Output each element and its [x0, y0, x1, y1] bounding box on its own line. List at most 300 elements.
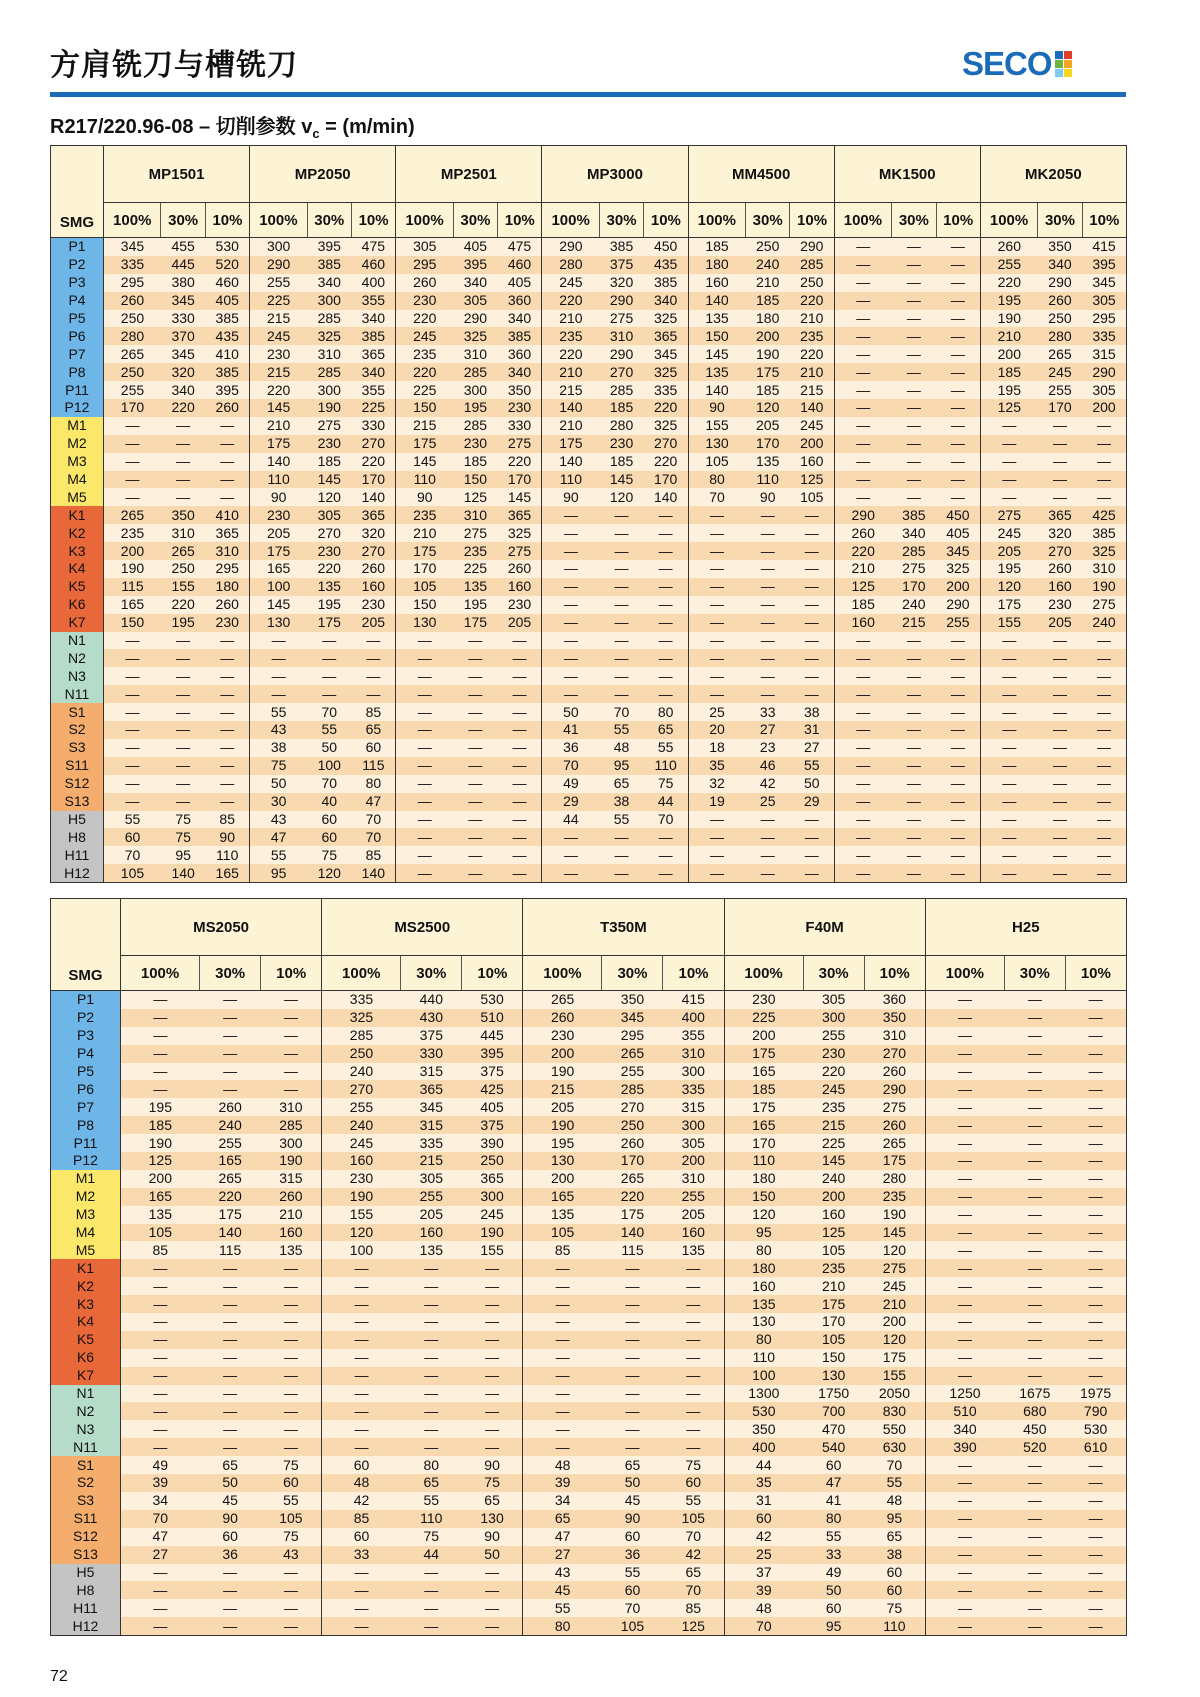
- value-cell: —: [555, 1420, 570, 1437]
- value-cell: —: [958, 1188, 972, 1205]
- smg-cell: M5: [51, 488, 104, 506]
- value-cell: —: [906, 649, 921, 666]
- value-cell: 450: [936, 506, 980, 524]
- seco-logo: [962, 45, 1072, 82]
- value-cell: 250: [790, 274, 834, 292]
- value-cell: 390: [953, 1438, 977, 1455]
- value-cell: 225: [821, 1134, 846, 1151]
- value-cell: —: [856, 810, 871, 827]
- value-cell: 350: [864, 1009, 925, 1027]
- value-cell: 385: [644, 274, 688, 292]
- value-cell: 475: [498, 238, 542, 256]
- smg-cell: K3: [51, 1295, 121, 1313]
- value-cell: —: [462, 1259, 523, 1277]
- table-row: [51, 399, 1127, 417]
- value-cell: —: [176, 703, 191, 720]
- value-cell: —: [468, 739, 483, 756]
- value-cell: 300: [266, 238, 291, 255]
- value-cell: 145: [266, 596, 291, 613]
- value-cell: —: [710, 560, 725, 577]
- value-cell: —: [663, 1438, 724, 1456]
- value-cell: 60: [756, 1510, 772, 1527]
- value-cell: —: [1027, 1224, 1042, 1241]
- value-cell: 325: [644, 363, 688, 381]
- value-cell: —: [322, 649, 337, 666]
- value-cell: 235: [413, 345, 437, 362]
- value-cell: 160: [821, 1206, 846, 1223]
- value-cell: —: [1065, 1152, 1126, 1170]
- grade-header: MM4500: [688, 146, 834, 203]
- value-cell: —: [396, 864, 453, 882]
- value-cell: 630: [864, 1438, 925, 1456]
- smg-cell: P2: [51, 256, 104, 274]
- value-cell: 18: [709, 739, 725, 756]
- value-cell: —: [1065, 1510, 1126, 1528]
- value-cell: —: [351, 649, 395, 667]
- value-cell: 270: [1048, 542, 1072, 559]
- value-cell: 325: [644, 310, 688, 328]
- value-cell: 50: [222, 1474, 238, 1491]
- value-cell: —: [760, 632, 775, 649]
- value-cell: —: [153, 1277, 168, 1294]
- value-cell: 260: [205, 399, 249, 417]
- table-row: [51, 363, 1127, 381]
- table-row: [51, 1438, 1127, 1456]
- value-cell: —: [790, 596, 834, 614]
- value-cell: 250: [171, 560, 195, 577]
- value-cell: —: [663, 1331, 724, 1349]
- value-cell: —: [468, 632, 483, 649]
- value-cell: —: [760, 596, 775, 613]
- percent-header: 100%: [688, 203, 745, 238]
- value-cell: 375: [419, 1027, 443, 1044]
- value-cell: —: [125, 685, 140, 702]
- value-cell: 200: [1082, 399, 1126, 417]
- value-cell: 340: [498, 363, 542, 381]
- value-cell: 520: [205, 256, 249, 274]
- value-cell: 55: [321, 721, 338, 738]
- value-cell: —: [936, 488, 980, 506]
- value-cell: 260: [218, 1098, 242, 1115]
- value-cell: 175: [413, 542, 437, 559]
- value-cell: 175: [864, 1152, 925, 1170]
- value-cell: 105: [821, 1241, 846, 1258]
- value-cell: 305: [317, 506, 341, 523]
- value-cell: —: [936, 828, 980, 846]
- value-cell: 325: [498, 524, 542, 542]
- value-cell: 25: [759, 793, 776, 810]
- value-cell: —: [856, 632, 871, 649]
- value-cell: 180: [752, 1259, 776, 1276]
- value-cell: 435: [205, 327, 249, 345]
- value-cell: 200: [550, 1170, 575, 1187]
- value-cell: 345: [171, 292, 195, 309]
- value-cell: 220: [317, 560, 341, 577]
- value-cell: —: [614, 524, 629, 541]
- value-cell: —: [644, 578, 688, 596]
- value-cell: 75: [175, 828, 191, 845]
- value-cell: 80: [709, 471, 725, 488]
- value-cell: —: [958, 1313, 972, 1330]
- value-cell: 65: [554, 1510, 571, 1527]
- value-cell: —: [205, 632, 249, 650]
- smg-cell: N11: [51, 685, 104, 703]
- value-cell: 205: [419, 1206, 443, 1223]
- smg-cell: K5: [51, 578, 104, 596]
- value-cell: 365: [498, 506, 542, 524]
- value-cell: 210: [261, 1206, 322, 1224]
- value-cell: 410: [205, 506, 249, 524]
- value-cell: 205: [663, 1206, 724, 1224]
- smg-cell: H5: [51, 1564, 121, 1582]
- value-cell: —: [1065, 991, 1126, 1009]
- value-cell: 295: [205, 560, 249, 578]
- value-cell: 210: [821, 1277, 846, 1294]
- value-cell: 285: [261, 1116, 322, 1134]
- value-cell: —: [1052, 453, 1067, 470]
- value-cell: 1675: [1019, 1385, 1051, 1402]
- value-cell: —: [936, 453, 980, 471]
- value-cell: —: [1027, 1277, 1042, 1294]
- smg-cell: N3: [51, 1420, 121, 1438]
- value-cell: —: [125, 488, 140, 505]
- value-cell: 60: [222, 1528, 238, 1545]
- value-cell: 1975: [1065, 1385, 1126, 1403]
- value-cell: —: [1027, 1331, 1042, 1348]
- table-row: [51, 560, 1127, 578]
- value-cell: —: [223, 991, 238, 1008]
- value-cell: —: [153, 1599, 168, 1616]
- value-cell: 260: [550, 1009, 575, 1026]
- value-cell: 55: [825, 1528, 842, 1545]
- value-cell: 160: [351, 578, 395, 596]
- value-cell: 240: [756, 256, 780, 273]
- value-cell: 190: [261, 1152, 322, 1170]
- smg-cell: P7: [51, 345, 104, 363]
- value-cell: 50: [321, 739, 338, 756]
- value-cell: —: [205, 721, 249, 739]
- value-cell: —: [498, 685, 542, 703]
- value-cell: 310: [205, 542, 249, 560]
- smg-cell: M2: [51, 1188, 121, 1206]
- value-cell: —: [1052, 739, 1067, 756]
- value-cell: 41: [563, 721, 579, 738]
- percent-header: 10%: [663, 956, 724, 991]
- value-cell: —: [153, 1438, 168, 1455]
- smg-cell: H11: [51, 1599, 121, 1617]
- value-cell: —: [906, 345, 921, 362]
- value-cell: —: [563, 828, 578, 845]
- table-row: [51, 685, 1127, 703]
- value-cell: —: [906, 363, 921, 380]
- value-cell: 47: [351, 793, 395, 811]
- value-cell: 90: [462, 1456, 523, 1474]
- value-cell: —: [417, 757, 432, 774]
- value-cell: 210: [559, 310, 583, 326]
- value-cell: —: [644, 506, 688, 524]
- value-cell: 540: [821, 1438, 846, 1455]
- value-cell: 110: [267, 471, 290, 488]
- value-cell: —: [906, 488, 921, 505]
- value-cell: —: [760, 524, 775, 541]
- value-cell: —: [223, 1349, 238, 1366]
- value-cell: —: [424, 1277, 439, 1294]
- value-cell: 95: [803, 1617, 864, 1635]
- value-cell: 105: [148, 1224, 172, 1241]
- value-cell: —: [261, 1367, 322, 1385]
- value-cell: —: [153, 1313, 168, 1330]
- value-cell: 280: [120, 327, 145, 344]
- value-cell: 460: [351, 256, 395, 274]
- value-cell: 105: [550, 1224, 575, 1241]
- value-cell: 170: [413, 560, 437, 577]
- table-row: [51, 1385, 1127, 1403]
- value-cell: —: [498, 828, 542, 846]
- percent-header: 100%: [322, 956, 401, 991]
- value-cell: —: [644, 864, 688, 882]
- value-cell: 190: [148, 1134, 172, 1151]
- value-cell: 405: [463, 238, 488, 255]
- value-cell: 135: [419, 1241, 443, 1258]
- value-cell: 160: [349, 1152, 374, 1169]
- value-cell: 85: [351, 846, 395, 864]
- value-cell: 275: [997, 506, 1021, 523]
- value-cell: 220: [790, 292, 834, 310]
- value-cell: —: [223, 1295, 238, 1312]
- value-cell: —: [625, 1385, 640, 1402]
- value-cell: —: [614, 685, 629, 702]
- value-cell: —: [1002, 846, 1017, 863]
- value-cell: 165: [205, 864, 249, 882]
- value-cell: —: [125, 632, 140, 649]
- value-cell: 255: [620, 1063, 645, 1079]
- value-cell: —: [1002, 471, 1017, 488]
- value-cell: 230: [205, 614, 249, 632]
- value-cell: 285: [463, 363, 488, 380]
- value-cell: —: [354, 1563, 369, 1580]
- value-cell: —: [223, 1331, 238, 1348]
- value-cell: 185: [705, 238, 729, 255]
- value-cell: 90: [270, 488, 287, 505]
- value-cell: 330: [419, 1045, 443, 1062]
- value-cell: 43: [554, 1563, 571, 1580]
- value-cell: 160: [663, 1224, 724, 1242]
- percent-header: 10%: [790, 203, 834, 238]
- table-row: [51, 1134, 1127, 1152]
- value-cell: 90: [624, 1510, 641, 1527]
- value-cell: —: [223, 1045, 238, 1062]
- value-cell: 85: [152, 1241, 169, 1258]
- value-cell: —: [125, 471, 140, 488]
- value-cell: 165: [550, 1188, 575, 1205]
- value-cell: 240: [821, 1170, 846, 1187]
- table-row: [51, 614, 1127, 632]
- value-cell: 250: [462, 1152, 523, 1170]
- value-cell: —: [1027, 1563, 1042, 1580]
- table-row: [51, 310, 1127, 328]
- value-cell: 165: [120, 596, 145, 613]
- value-cell: 165: [266, 560, 291, 577]
- value-cell: —: [1027, 1009, 1042, 1026]
- value-cell: 130: [413, 614, 437, 631]
- value-cell: —: [760, 506, 775, 523]
- value-cell: 55: [270, 703, 287, 720]
- value-cell: —: [322, 632, 337, 649]
- value-cell: 510: [953, 1402, 977, 1419]
- value-cell: —: [351, 685, 395, 703]
- value-cell: 190: [462, 1224, 523, 1242]
- value-cell: 375: [462, 1063, 523, 1081]
- value-cell: —: [1002, 810, 1017, 827]
- value-cell: 340: [171, 381, 195, 398]
- percent-header: 30%: [401, 956, 462, 991]
- value-cell: 105: [790, 488, 834, 506]
- table-row: [51, 506, 1127, 524]
- value-cell: —: [424, 1420, 439, 1437]
- value-cell: —: [354, 1259, 369, 1276]
- value-cell: —: [462, 1349, 523, 1367]
- value-cell: 70: [321, 775, 338, 792]
- value-cell: 60: [624, 1581, 641, 1598]
- value-cell: 365: [1048, 506, 1072, 523]
- value-cell: —: [614, 667, 629, 684]
- value-cell: —: [710, 578, 725, 595]
- value-cell: —: [223, 1385, 238, 1402]
- value-cell: —: [906, 274, 921, 291]
- value-cell: 39: [554, 1474, 571, 1491]
- value-cell: 300: [317, 292, 341, 309]
- percent-header: 30%: [307, 203, 351, 238]
- percent-header: 10%: [261, 956, 322, 991]
- value-cell: —: [1082, 721, 1126, 739]
- value-cell: —: [205, 757, 249, 775]
- value-cell: 550: [864, 1420, 925, 1438]
- table-row: [51, 1492, 1127, 1510]
- value-cell: 325: [644, 417, 688, 435]
- value-cell: 180: [752, 1170, 776, 1187]
- value-cell: —: [958, 1259, 972, 1276]
- value-cell: 145: [705, 345, 729, 362]
- value-cell: —: [906, 685, 921, 702]
- value-cell: 395: [463, 256, 488, 273]
- smg-cell: H12: [51, 1617, 121, 1635]
- table-row: [51, 811, 1127, 829]
- value-cell: 200: [120, 542, 145, 559]
- value-cell: —: [1052, 846, 1067, 863]
- value-cell: 190: [550, 1063, 575, 1079]
- value-cell: —: [1002, 721, 1017, 738]
- value-cell: —: [856, 238, 871, 255]
- value-cell: —: [424, 1295, 439, 1312]
- value-cell: 220: [559, 292, 583, 309]
- value-cell: —: [1065, 1564, 1126, 1582]
- value-cell: —: [354, 1599, 369, 1616]
- value-cell: 110: [420, 1510, 443, 1527]
- table-row: [51, 596, 1127, 614]
- value-cell: —: [1082, 757, 1126, 775]
- value-cell: 385: [205, 310, 249, 328]
- value-cell: 170: [351, 471, 395, 489]
- value-cell: 200: [864, 1313, 925, 1331]
- value-cell: —: [1002, 828, 1017, 845]
- value-cell: 44: [756, 1456, 772, 1473]
- value-cell: —: [856, 667, 871, 684]
- value-cell: 210: [559, 363, 583, 380]
- value-cell: 70: [644, 811, 688, 829]
- table-row: [51, 1045, 1127, 1063]
- smg-cell: S1: [51, 703, 104, 721]
- grade-header: MP3000: [542, 146, 688, 203]
- value-cell: 460: [205, 274, 249, 292]
- value-cell: 200: [821, 1188, 846, 1205]
- value-cell: 275: [498, 435, 542, 453]
- value-cell: —: [261, 1581, 322, 1599]
- value-cell: —: [462, 1331, 523, 1349]
- value-cell: —: [790, 685, 834, 703]
- value-cell: —: [424, 1581, 439, 1598]
- value-cell: —: [205, 667, 249, 685]
- value-cell: 340: [351, 310, 395, 328]
- percent-header: 100%: [724, 956, 803, 991]
- value-cell: —: [462, 1599, 523, 1617]
- value-cell: 240: [902, 596, 926, 613]
- value-cell: —: [906, 435, 921, 452]
- value-cell: —: [710, 667, 725, 684]
- value-cell: 355: [663, 1027, 724, 1045]
- value-cell: 43: [270, 810, 287, 827]
- value-cell: —: [563, 578, 578, 595]
- smg-cell: K6: [51, 596, 104, 614]
- value-cell: 285: [463, 417, 488, 434]
- value-cell: 245: [413, 327, 437, 344]
- value-cell: —: [271, 649, 286, 666]
- value-cell: 215: [559, 381, 583, 398]
- value-cell: —: [1052, 417, 1067, 434]
- value-cell: 70: [709, 488, 725, 505]
- value-cell: 180: [205, 578, 249, 596]
- value-cell: 385: [351, 327, 395, 345]
- value-cell: —: [1027, 1206, 1042, 1223]
- value-cell: 385: [609, 238, 634, 255]
- value-cell: 220: [851, 542, 875, 559]
- smg-cell: K2: [51, 1277, 121, 1295]
- value-cell: —: [424, 1313, 439, 1330]
- value-cell: —: [958, 1009, 972, 1026]
- value-cell: —: [936, 292, 980, 310]
- value-cell: —: [856, 453, 871, 470]
- value-cell: 345: [1082, 274, 1126, 292]
- grade-header: MP2050: [250, 146, 396, 203]
- value-cell: 85: [663, 1599, 724, 1617]
- value-cell: 255: [218, 1134, 242, 1151]
- value-cell: 270: [864, 1045, 925, 1063]
- value-cell: —: [261, 1385, 322, 1403]
- value-cell: —: [1065, 1188, 1126, 1206]
- value-cell: 230: [266, 506, 291, 523]
- value-cell: —: [322, 1617, 401, 1635]
- value-cell: 110: [644, 757, 688, 775]
- value-cell: 125: [663, 1617, 724, 1635]
- value-cell: 150: [463, 471, 488, 488]
- value-cell: —: [936, 417, 980, 435]
- table-row: [51, 1116, 1127, 1134]
- value-cell: —: [856, 399, 871, 416]
- value-cell: —: [760, 542, 775, 559]
- value-cell: 385: [902, 506, 926, 523]
- value-cell: —: [625, 1277, 640, 1294]
- value-cell: 680: [1023, 1402, 1047, 1419]
- value-cell: —: [417, 810, 432, 827]
